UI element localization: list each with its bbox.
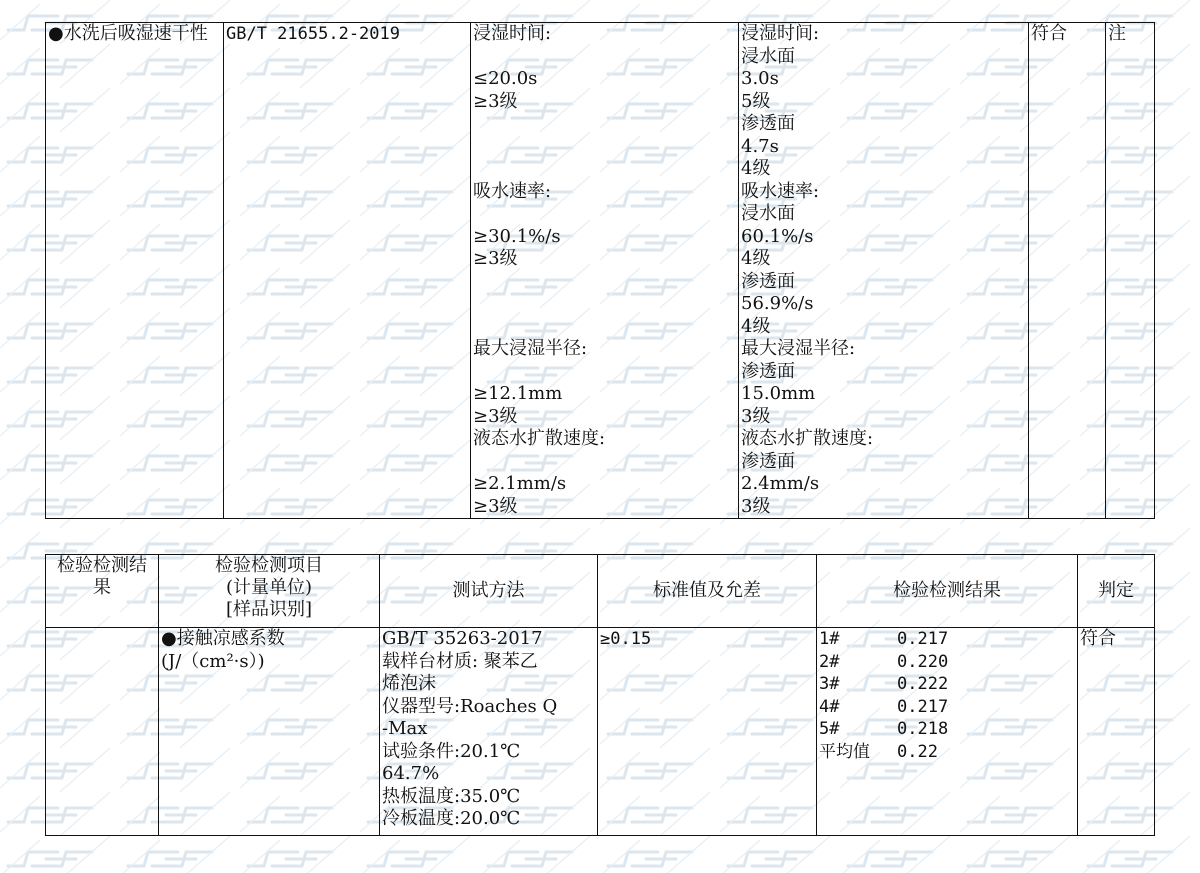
requirement-cell xyxy=(471,23,739,519)
header-result-label: 检验检测结果 xyxy=(893,579,1001,601)
sample-label: 平均值 xyxy=(819,741,870,762)
header-item xyxy=(159,555,380,628)
sample-label: 1# xyxy=(819,629,840,649)
result-line: 渗透面 xyxy=(741,360,795,382)
test-method-label: GB/T 21655.2-2019 xyxy=(226,24,400,44)
sample-value: 0.218 xyxy=(897,719,949,739)
header-verdict-label: 判定 xyxy=(1098,579,1134,601)
requirement-line xyxy=(473,136,738,159)
requirement-line xyxy=(473,113,738,136)
method-line: 载样台材质: 聚苯乙 xyxy=(382,650,538,672)
result-line: 4级 xyxy=(741,315,771,337)
method-line: 试验条件:20.1℃ xyxy=(382,740,521,762)
sample-label: 2# xyxy=(819,651,840,672)
requirement-line: ≥3级 xyxy=(473,248,518,269)
requirement-line: ≥30.1%/s xyxy=(473,225,561,247)
result-row xyxy=(819,718,1077,741)
requirement-line xyxy=(473,46,738,69)
verdict-cell-2 xyxy=(1078,628,1155,836)
header-item-line: (计量单位) xyxy=(225,577,313,598)
results-cell xyxy=(817,628,1078,836)
result-line: 3.0s xyxy=(741,68,779,89)
requirement-line xyxy=(473,361,738,384)
header-result-category xyxy=(46,555,159,628)
result-line: 3级 xyxy=(741,495,771,517)
header-result-category-label: 检验检测结果 xyxy=(57,555,147,598)
result-row xyxy=(819,696,1077,719)
result-line: 浸水面 xyxy=(741,203,795,224)
header-standard-label: 标准值及允差 xyxy=(653,579,761,601)
header-method xyxy=(380,555,598,628)
result-line: 吸水速率: xyxy=(741,180,820,202)
header-item-line: [样品识别] xyxy=(225,599,313,620)
sample-label: 3# xyxy=(819,674,840,694)
result-row xyxy=(819,628,1077,651)
result-line: 浸湿时间: xyxy=(741,23,820,44)
empty-category-cell xyxy=(46,628,159,836)
requirement-line: 浸湿时间: xyxy=(473,23,552,44)
result-line: 最大浸湿半径: xyxy=(741,338,856,359)
result-line: 4级 xyxy=(741,158,771,179)
item-line: (J/（cm²·s）) xyxy=(161,650,265,672)
result-line: 渗透面 xyxy=(741,113,795,134)
result-line: 60.1%/s xyxy=(741,225,814,247)
standard-value: ≥0.15 xyxy=(600,629,652,649)
note-label: 注 xyxy=(1108,23,1126,44)
result-line: 56.9%/s xyxy=(741,293,814,314)
result-line: 渗透面 xyxy=(741,270,795,292)
requirement-line xyxy=(473,316,738,339)
header-result xyxy=(817,555,1078,628)
method-line: -Max xyxy=(382,718,428,739)
header-method-label: 测试方法 xyxy=(452,579,525,601)
verdict-label: 符合 xyxy=(1031,23,1067,44)
sample-value: 0.217 xyxy=(897,629,949,649)
method-line: GB/T 35263-2017 xyxy=(382,628,543,649)
requirement-line: ≥12.1mm xyxy=(473,383,563,404)
requirement-line xyxy=(473,271,738,294)
item-line: ●接触凉感系数 xyxy=(161,628,285,649)
method-line: 冷板温度:20.0℃ xyxy=(382,808,521,829)
verdict-label-2: 符合 xyxy=(1080,628,1116,649)
sample-value: 0.217 xyxy=(897,696,949,717)
result-line: 2.4mm/s xyxy=(741,473,820,494)
result-line: 15.0mm xyxy=(741,383,816,404)
requirement-line: ≤20.0s xyxy=(473,68,538,89)
result-line: 液态水扩散速度: xyxy=(741,428,874,449)
test-method-cell xyxy=(224,23,471,519)
item-cell xyxy=(159,628,380,836)
test-item-label: ●水洗后吸湿速干性 xyxy=(48,23,208,44)
result-row xyxy=(819,741,1077,764)
requirement-line: 最大浸湿半径: xyxy=(473,338,588,359)
requirement-line: 液态水扩散速度: xyxy=(473,428,606,449)
header-standard xyxy=(598,555,817,628)
sample-value: 0.220 xyxy=(897,651,949,672)
requirement-line: ≥3级 xyxy=(473,405,518,427)
requirement-line: ≥3级 xyxy=(473,495,518,517)
sample-value: 0.22 xyxy=(897,741,938,762)
requirement-line xyxy=(473,203,738,226)
note-cell xyxy=(1106,23,1155,519)
requirement-line xyxy=(473,158,738,181)
requirement-line xyxy=(473,451,738,474)
method-line: 仪器型号:Roaches Q xyxy=(382,695,558,717)
test-item-cell xyxy=(46,23,224,519)
moisture-wicking-table xyxy=(45,22,1155,519)
requirement-line: ≥3级 xyxy=(473,90,518,112)
sample-label: 5# xyxy=(819,719,840,739)
result-row xyxy=(819,651,1077,674)
result-cell xyxy=(739,23,1029,519)
method-line: 烯泡沫 xyxy=(382,673,436,694)
verdict-cell xyxy=(1029,23,1106,519)
sample-value: 0.222 xyxy=(897,674,949,694)
method-line: 64.7% xyxy=(382,763,440,784)
requirement-line xyxy=(473,293,738,316)
requirement-line: 吸水速率: xyxy=(473,180,552,202)
result-row xyxy=(819,673,1077,696)
result-line: 3级 xyxy=(741,405,771,427)
standard-cell xyxy=(598,628,817,836)
method-cell xyxy=(380,628,598,836)
result-line: 浸水面 xyxy=(741,45,795,67)
result-line: 4级 xyxy=(741,248,771,269)
header-item-line: 检验检测项目 xyxy=(215,555,323,576)
sample-label: 4# xyxy=(819,696,840,717)
requirement-line: ≥2.1mm/s xyxy=(473,473,567,494)
result-line: 5级 xyxy=(741,90,771,112)
contact-cooling-table xyxy=(45,554,1155,836)
header-verdict xyxy=(1078,555,1155,628)
result-line: 渗透面 xyxy=(741,450,795,472)
result-line: 4.7s xyxy=(741,135,779,157)
method-line: 热板温度:35.0℃ xyxy=(382,785,521,807)
